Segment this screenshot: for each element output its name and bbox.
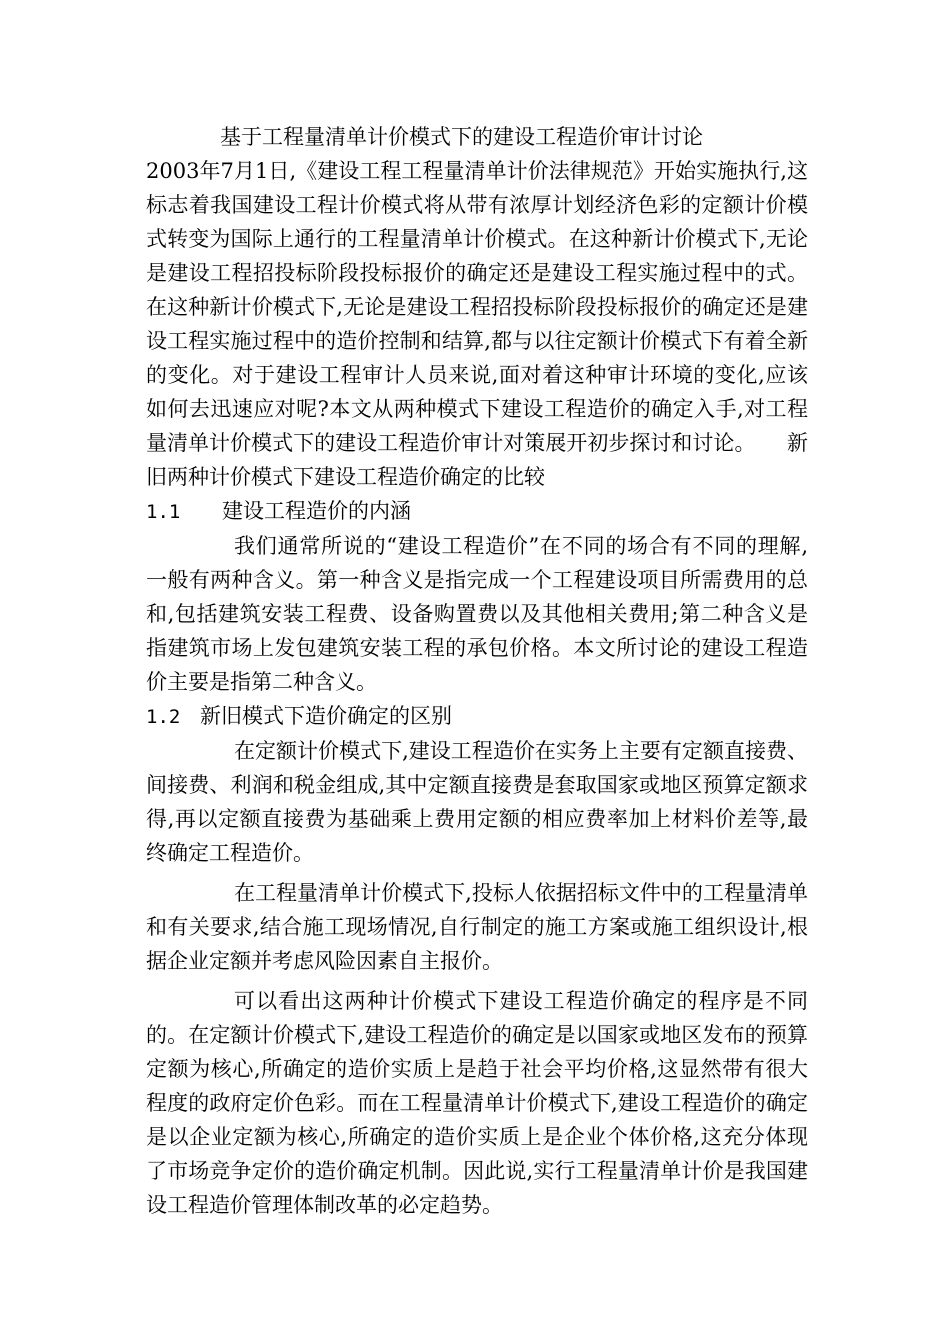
document-page [146,120,808,1222]
document-title: 基于工程量清单计价模式下的建设工程造价审计讨论 [220,125,703,149]
intro-paragraph: 2003年7月1日,《建设工程工程量清单计价法律规范》开始实施执行,这标志着我国建设工程计价模式将从带有浓厚计划经济色彩的定额计价模式转变为国际上通行的工程量清单计价模式。在这种新计价模式下,无论是建设工程招投标阶段投标报价的确定还是建设工程实施过程中的式。在这种新计价模式下,无论是建设工程招投标阶段投标报价的确定还是建设工程实施过程中的造价控制和结算,都与以往定额计价模式下有着全新的变化。对于建设工程审计人员来说,面对着这种审计环境的变化,应该如何去迅速应对呢?本文从两种模式下建设工程造价的确定入手,对工程量清单计价模式下的建设工程造价审计对策展开初步探讨和讨论。 新旧两种计价模式下建设工程造价确定的比较 [146,159,808,489]
section-1-1-paragraph: 我们通常所说的“建设工程造价”在不同的场合有不同的理解,一般有两种含义。第一种含义是指完成一个工程建设项目所需费用的总和,包括建筑安装工程费、设备购置费以及其他相关费用;第二种含义是指建筑市场上发包建筑安装工程的承包价格。本文所讨论的建设工程造价主要是指第二种含义。 [146,534,808,694]
section-heading-1-1 [146,494,808,529]
section-1-2-paragraph: 在定额计价模式下,建设工程造价在实务上主要有定额直接费、间接费、利润和税金组成,其中定额直接费是套取国家或地区预算定额求得,再以定额直接费为基础乘上费用定额的相应费率加上材料价差等,最终确定工程造价。 [146,739,808,865]
section-1-2-paragraph: 在工程量清单计价模式下,投标人依据招标文件中的工程量清单和有关要求,结合施工现场情况,自行制定的施工方案或施工组织设计,根据企业定额并考虑风险因素自主报价。 [146,881,808,973]
section-title: 建设工程造价的内涵 [222,499,411,523]
section-heading-1-2 [146,699,808,734]
section-number: 1.2 [146,706,181,728]
section-number: 1.1 [146,501,181,523]
section-1-2-paragraph: 可以看出这两种计价模式下建设工程造价确定的程序是不同的。在定额计价模式下,建设工程造价的确定是以国家或地区发布的预算定额为核心,所确定的造价实质上是趋于社会平均价格,这显然带有很大程度的政府定价色彩。而在工程量清单计价模式下,建设工程造价的确定是以企业定额为核心,所确定的造价实质上是企业个体价格,这充分体现了市场竞争定价的造价确定机制。因此说,实行工程量清单计价是我国建设工程造价管理体制改革的必定趋势。 [146,989,808,1217]
section-title: 新旧模式下造价确定的区别 [200,704,452,728]
